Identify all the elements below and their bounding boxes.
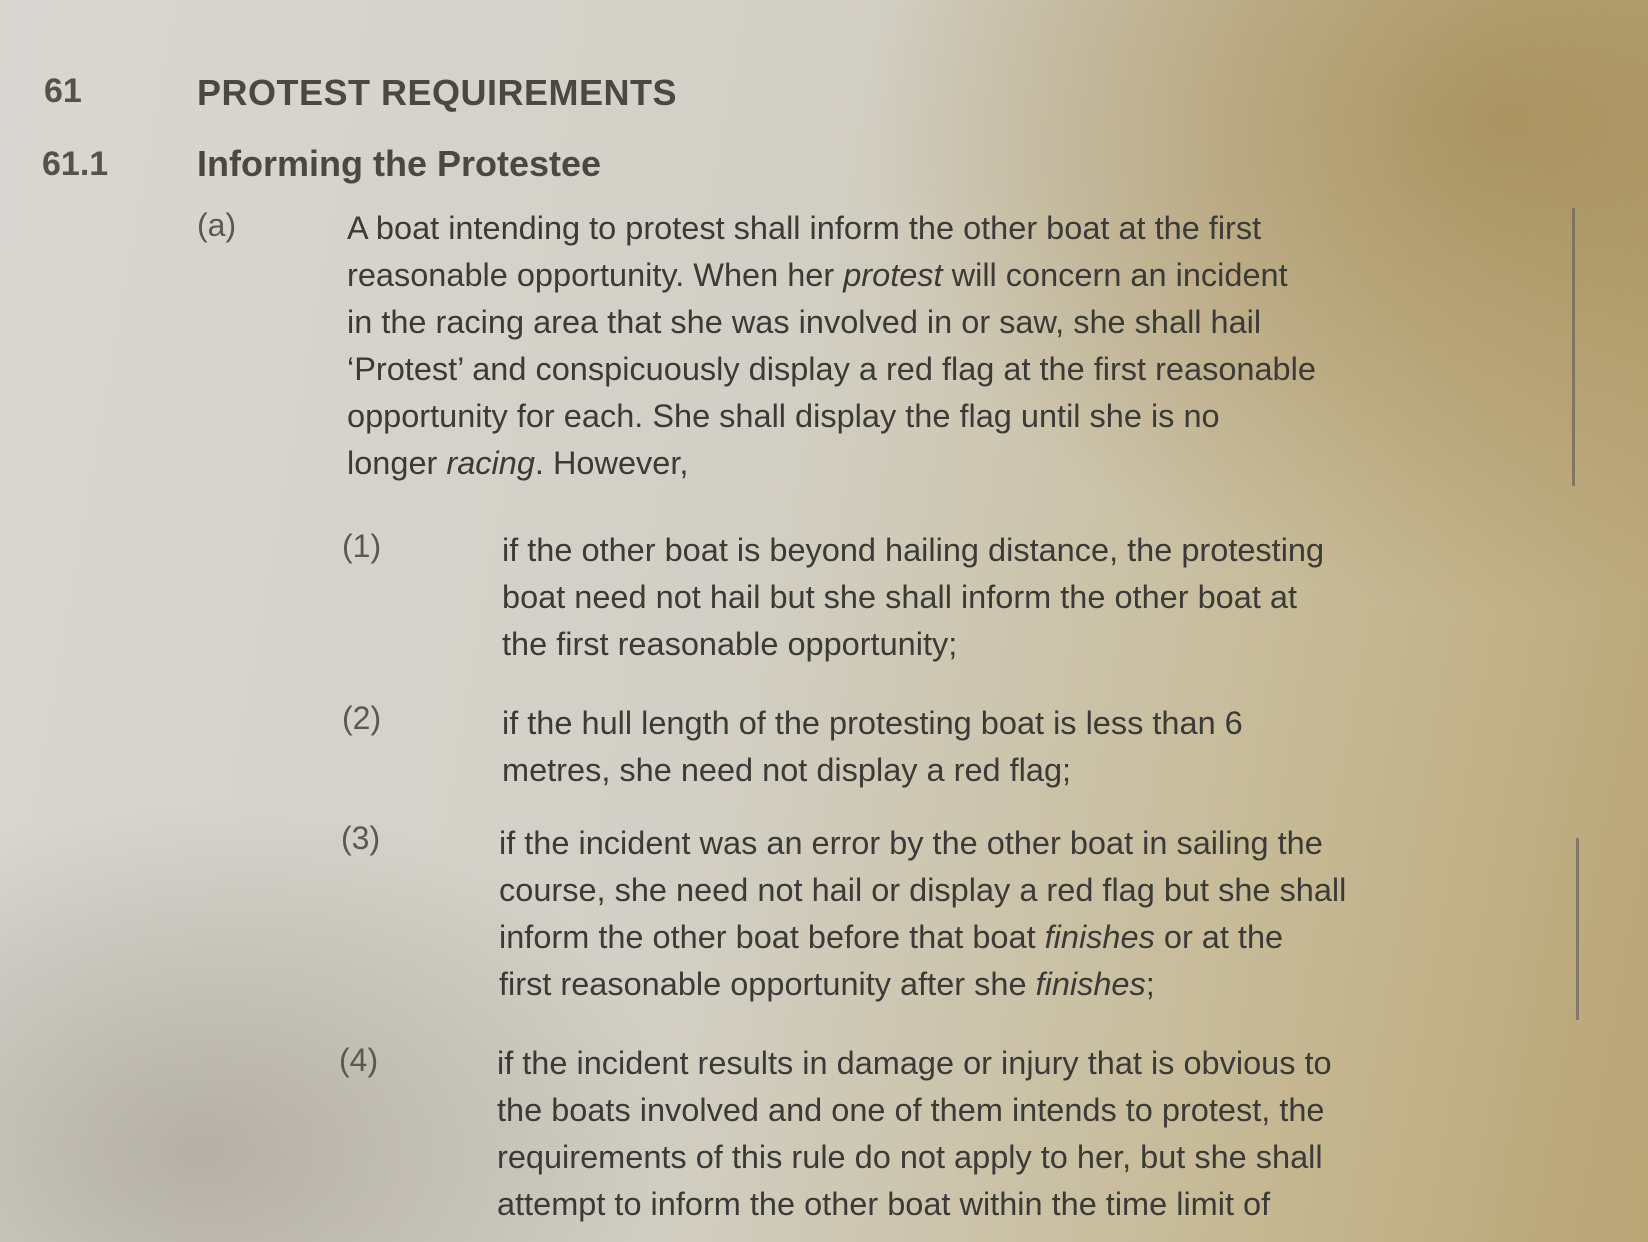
- text-line: requirements of this rule do not apply to her, but she shall: [497, 1139, 1323, 1175]
- section-title: Informing the Protestee: [197, 143, 602, 184]
- text-line: attempt to inform the other boat within the time limit of: [497, 1186, 1271, 1222]
- text-line: metres, she need not display a red flag;: [502, 752, 1072, 788]
- change-bar: [1576, 838, 1579, 1020]
- section-number: 61.1: [42, 145, 109, 183]
- defined-term: finishes: [1035, 966, 1146, 1002]
- item-4-marker: (4): [339, 1042, 379, 1078]
- defined-term: protest: [843, 257, 943, 293]
- clause-a-marker: (a): [197, 207, 237, 243]
- text-line: longer racing. However,: [347, 445, 689, 481]
- item-2-text: [502, 700, 1243, 794]
- rule-title: PROTEST REQUIREMENTS: [197, 72, 678, 113]
- text-line: if the other boat is beyond hailing distance, the protesting: [502, 532, 1325, 568]
- defined-term: finishes: [1044, 919, 1155, 955]
- item-4-text: [497, 1040, 1332, 1228]
- text-line: the boats involved and one of them intends to protest, the: [497, 1092, 1325, 1128]
- item-1-marker: (1): [342, 528, 382, 564]
- text-line: opportunity for each. She shall display the flag until she is no: [347, 398, 1220, 434]
- text-line: first reasonable opportunity after she finishes;: [499, 966, 1155, 1002]
- item-3-text: [499, 820, 1346, 1008]
- text-line: course, she need not hail or display a red flag but she shall: [499, 872, 1347, 908]
- text-line: ‘Protest’ and conspicuously display a red flag at the first reasonable: [347, 351, 1316, 387]
- text-line: A boat intending to protest shall inform the other boat at the first: [347, 210, 1262, 246]
- rule-number: 61: [44, 72, 82, 110]
- text-line: inform the other boat before that boat finishes or at the: [499, 919, 1284, 955]
- text-line: reasonable opportunity. When her protest will concern an incident: [347, 257, 1288, 293]
- change-bar: [1572, 208, 1575, 486]
- defined-term: racing: [446, 445, 535, 481]
- text-line: if the incident was an error by the other boat in sailing the: [499, 825, 1323, 861]
- text-line: if the hull length of the protesting boat is less than 6: [502, 705, 1243, 741]
- item-1-text: [502, 527, 1324, 668]
- text-line: the first reasonable opportunity;: [502, 626, 958, 662]
- text-line: if the incident results in damage or injury that is obvious to: [497, 1045, 1332, 1081]
- item-2-marker: (2): [342, 700, 382, 736]
- text-line: in the racing area that she was involved in or saw, she shall hail: [347, 304, 1262, 340]
- clause-a-text: [347, 205, 1316, 487]
- item-3-marker: (3): [341, 820, 381, 856]
- text-line: boat need not hail but she shall inform the other boat at: [502, 579, 1297, 615]
